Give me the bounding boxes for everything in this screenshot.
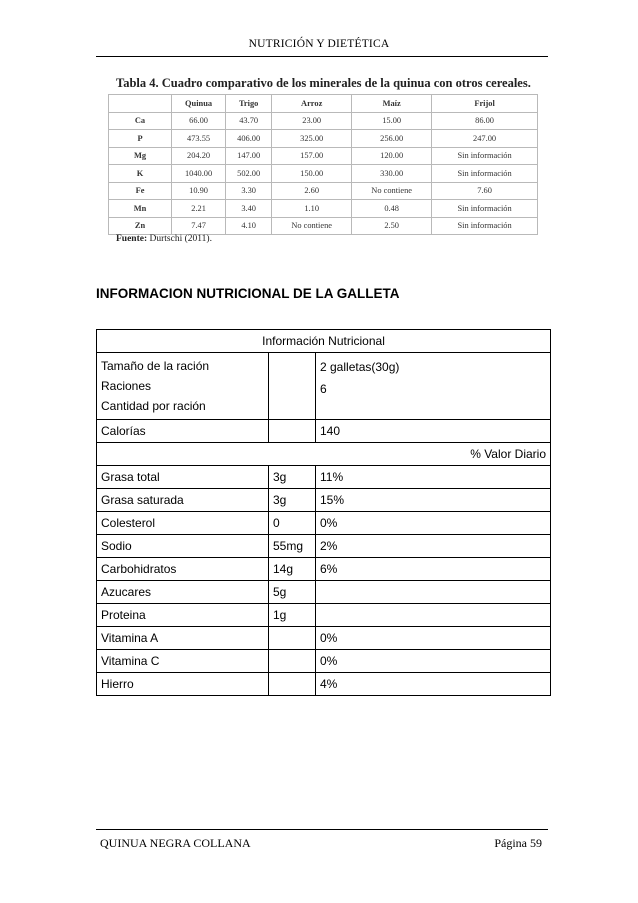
table4-row [109, 112, 538, 130]
nutrient-daily-value: 0% [316, 650, 551, 673]
page-header: NUTRICIÓN Y DIETÉTICA [248, 38, 390, 50]
table4-cell: 7.47 [172, 217, 226, 235]
footer-page-number: Página 59 [494, 836, 542, 850]
daily-value-row [97, 443, 551, 466]
mineral-comparison-figure [108, 72, 538, 245]
serving-size-label: Tamaño de la ración [101, 359, 210, 373]
table4-cell: 150.00 [272, 165, 352, 183]
nutrient-daily-value: 0% [316, 512, 551, 535]
table4-col-header: Maíz [352, 95, 432, 113]
nutrient-name: Grasa saturada [97, 489, 269, 512]
table4-cell: Sin información [432, 147, 538, 165]
servings-label: Raciones [101, 379, 152, 393]
nutrient-daily-value: 0% [316, 627, 551, 650]
table4-cell: Sin información [432, 200, 538, 218]
nutrient-amount: 5g [269, 581, 316, 604]
nutrition-facts-table [96, 329, 551, 696]
table4-cell: Zn [109, 217, 172, 235]
table4-cell: 3.30 [226, 182, 272, 200]
header-rule [96, 56, 548, 57]
table4-cell: 10.90 [172, 182, 226, 200]
table4-cell: P [109, 130, 172, 148]
nutrient-row [97, 650, 551, 673]
nutrient-name: Carbohidratos [97, 558, 269, 581]
section-title: INFORMACION NUTRICIONAL DE LA GALLETA [96, 286, 400, 301]
table4-cell: Fe [109, 182, 172, 200]
table4-cell: 473.55 [172, 130, 226, 148]
nutrient-amount [269, 673, 316, 696]
footer-document-title: QUINUA NEGRA COLLANA [100, 836, 251, 850]
table4-cell: 3.40 [226, 200, 272, 218]
calories-blank-cell [269, 420, 316, 443]
table4-cell: 2.50 [352, 217, 432, 235]
table4-cell: No contiene [272, 217, 352, 235]
table4-row [109, 217, 538, 235]
table4-header-row [109, 95, 538, 113]
mineral-comparison-table [108, 94, 538, 235]
table4-cell: 147.00 [226, 147, 272, 165]
footer-rule [96, 829, 548, 830]
source-label: Fuente: [116, 234, 148, 244]
table4-cell: Sin información [432, 217, 538, 235]
servings-value: 6 [320, 382, 327, 396]
table4-col-header: Arroz [272, 95, 352, 113]
amount-per-serving-label: Cantidad por ración [101, 399, 206, 413]
nutrient-name: Grasa total [97, 466, 269, 489]
nutrient-name: Colesterol [97, 512, 269, 535]
table4-cell: 120.00 [352, 147, 432, 165]
table4-cell: 4.10 [226, 217, 272, 235]
table4-cell: 7.60 [432, 182, 538, 200]
table4-cell: 1.10 [272, 200, 352, 218]
table4-cell: 66.00 [172, 112, 226, 130]
table4-cell: 330.00 [352, 165, 432, 183]
nutrient-amount: 1g [269, 604, 316, 627]
nutrient-name: Proteina [97, 604, 269, 627]
table4-cell: 15.00 [352, 112, 432, 130]
table4-cell: 2.60 [272, 182, 352, 200]
nutrient-amount: 55mg [269, 535, 316, 558]
table4-cell: 23.00 [272, 112, 352, 130]
table4-row [109, 147, 538, 165]
calories-row [97, 420, 551, 443]
nutrient-row [97, 673, 551, 696]
nutrient-daily-value [316, 604, 551, 627]
table4-cell: Mn [109, 200, 172, 218]
table4-source [116, 233, 538, 245]
nutrient-daily-value: 11% [316, 466, 551, 489]
table4-row [109, 165, 538, 183]
table4-col-header: Quinua [172, 95, 226, 113]
calories-label: Calorías [97, 420, 269, 443]
serving-row [97, 353, 551, 420]
nutrient-row [97, 489, 551, 512]
nutrient-name: Vitamina A [97, 627, 269, 650]
table4-col-header: Frijol [432, 95, 538, 113]
table4-cell: 86.00 [432, 112, 538, 130]
nutrition-header: Información Nutricional [97, 330, 551, 353]
table4-col-header: Trigo [226, 95, 272, 113]
table4-cell: 43.70 [226, 112, 272, 130]
nutrient-row [97, 581, 551, 604]
nutrient-amount: 3g [269, 466, 316, 489]
nutrient-daily-value: 6% [316, 558, 551, 581]
nutrient-row [97, 535, 551, 558]
serving-values [316, 353, 551, 420]
nutrient-name: Azucares [97, 581, 269, 604]
nutrient-name: Sodio [97, 535, 269, 558]
nutrient-amount: 14g [269, 558, 316, 581]
table4-cell: K [109, 165, 172, 183]
table4-cell: 157.00 [272, 147, 352, 165]
serving-blank-cell [269, 353, 316, 420]
nutrient-amount: 0 [269, 512, 316, 535]
table4-cell: Mg [109, 147, 172, 165]
table4-cell: 502.00 [226, 165, 272, 183]
table4-col-header [109, 95, 172, 113]
serving-labels [97, 353, 269, 420]
nutrient-daily-value [316, 581, 551, 604]
serving-size-value: 2 galletas(30g) [320, 360, 400, 374]
table4-cell: 247.00 [432, 130, 538, 148]
nutrient-row [97, 558, 551, 581]
nutrition-header-row [97, 330, 551, 353]
table4-cell: 0.48 [352, 200, 432, 218]
table4-cell: 2.21 [172, 200, 226, 218]
table4-cell: 256.00 [352, 130, 432, 148]
nutrient-amount [269, 627, 316, 650]
nutrient-row [97, 627, 551, 650]
nutrient-amount: 3g [269, 489, 316, 512]
table4-cell: 204.20 [172, 147, 226, 165]
nutrient-name: Vitamina C [97, 650, 269, 673]
table4-cell: 325.00 [272, 130, 352, 148]
nutrient-daily-value: 4% [316, 673, 551, 696]
nutrient-row [97, 512, 551, 535]
nutrient-amount [269, 650, 316, 673]
table4-cell: 1040.00 [172, 165, 226, 183]
nutrient-row [97, 466, 551, 489]
nutrient-name: Hierro [97, 673, 269, 696]
table4-row [109, 182, 538, 200]
table4-cell: No contiene [352, 182, 432, 200]
daily-value-label: % Valor Diario [97, 443, 551, 466]
calories-value: 140 [316, 420, 551, 443]
nutrient-daily-value: 15% [316, 489, 551, 512]
table4-title: Tabla 4. Cuadro comparativo de los minerales de la quinua con otros cereales. [116, 76, 531, 90]
table4-cell: 406.00 [226, 130, 272, 148]
table4-row [109, 130, 538, 148]
nutrient-row [97, 604, 551, 627]
table4-cell: Sin información [432, 165, 538, 183]
nutrient-daily-value: 2% [316, 535, 551, 558]
source-text: Durtschi (2011). [149, 234, 212, 244]
table4-row [109, 200, 538, 218]
table4-cell: Ca [109, 112, 172, 130]
